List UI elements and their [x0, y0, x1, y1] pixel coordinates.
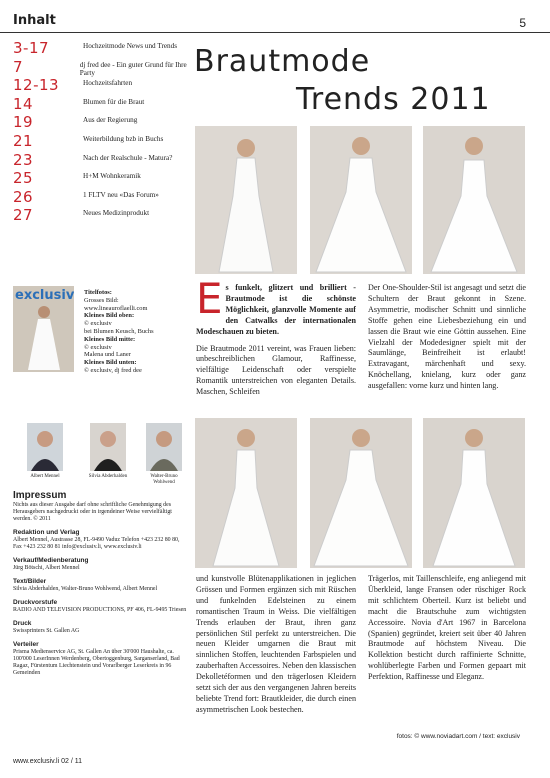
impressum-heading: Redaktion und Verlag [13, 529, 80, 536]
toc-entry [13, 152, 198, 171]
credit-line: © exclusiv [84, 320, 112, 328]
impressum-block [13, 578, 188, 593]
credit-line: www.lineauroflaelli.com [84, 304, 148, 312]
toc-page-number: 21 [13, 131, 34, 150]
toc-page-number: 26 [13, 187, 34, 206]
photo-credit: fotos: © www.noviadart.com / text: exclusiv [396, 733, 520, 740]
toc-page-number: 3-17 [13, 39, 50, 57]
dropcap: E [196, 274, 223, 323]
toc-entry [13, 59, 198, 78]
toc-title: Hochzeitsfahrten [83, 79, 133, 88]
bridal-photo-5 [310, 418, 412, 568]
header-rule [0, 10, 550, 33]
impressum-heading: Verteiler [13, 641, 39, 648]
section-label: Inhalt [13, 13, 56, 28]
impressum-block [13, 641, 188, 677]
credit-line: Grosses Bild: [84, 296, 119, 304]
bridal-photo-2 [310, 126, 412, 274]
credit-line: Malena und Laner [84, 351, 131, 359]
credit-line: bei Blumen Keusch, Buchs [84, 327, 154, 335]
toc-entry [13, 170, 198, 189]
toc-title: Nach der Realschule - Matura? [83, 153, 173, 162]
impressum-heading: Druckvorstufe [13, 599, 58, 606]
toc-page-number: 23 [13, 150, 34, 169]
bridal-photo-4 [195, 418, 297, 568]
impressum-body [13, 502, 188, 677]
toc-title: Neues Medizinprodukt [83, 209, 150, 218]
toc-title: Weiterbildung bzb in Buchs [83, 134, 164, 143]
toc-page-number: 27 [13, 206, 34, 225]
impressum-block [13, 620, 188, 635]
toc-title: Blumen für die Braut [83, 97, 145, 106]
table-of-contents [13, 40, 198, 226]
impressum-block [13, 557, 188, 572]
article-column-3: und kunstvolle Blütenapplikationen in jeglichen Grössen und Formen ergänzen sich mit Rüschen und funkelnden Edelsteinen zu einem romantischen Traum in Weiss. Die vielfältigen Trends erlauben der Braut, ihren ganz persönlichen Stil perfekt zu unterstreichen. Die neuen Kleider umgarnen die Braut mit sinnlichen Stoffen, leuchtenden Farbspielen und zauberhaften Accessoires. Neben den klassischen Dekolletéformen und den trägerlosen Kleidern setzt sich der aus den vergangenen Jahren bereits beliebte Trend fort: Brautkleider, die durch einen asymmetrischen Look bestechen. [196, 574, 356, 714]
impressum-heading: Verkauf/Medienberatung [13, 557, 89, 564]
impressum-heading: Text/Bilder [13, 578, 47, 585]
toc-page-number: 14 [13, 94, 34, 113]
toc-entry [13, 77, 198, 96]
impressum-text: Albert Mennel, Austrasse 28, FL-9490 Vaduz Telefon +423 232 80 80, Fax +423 232 80 81 info@exclusiv.li, www.exclusiv.li [13, 537, 180, 550]
footer-url: www.exclusiv.li 02 / 11 [13, 758, 82, 765]
bridal-photo-6 [423, 418, 525, 568]
impressum-text: Swissprinters St. Gallen AG [13, 628, 80, 634]
cover-thumbnail [13, 286, 74, 372]
impressum-text: Jürg Bötschi, Albert Mennel [13, 565, 80, 571]
toc-title: 1 FLTV neu «Das Forum» [83, 190, 159, 199]
impressum-text: RADIO AND TELEVISION PRODUCTIONS, PF 406, FL-9495 Triesen [13, 607, 187, 613]
article-column-2: Der One-Shoulder-Stil ist angesagt und setzt die Schultern der Braut gekonnt in Szene. Asymmetrie, modischer Schnitt und sinnliche Stoffe gehen eine Liebesbeziehung ein und lassen die Braut wie eine Göttin aussehen. Eine Vielzahl der Modedesigner spielt mit der Saumlänge, Beinfreiheit ist erlaubt! Extravagant, märchenhaft und sexy. Knöchellang, knielang, kurz oder ganz ausgefallen: vorne kurz und hinten lang. [368, 283, 526, 391]
portrait-caption: Silvia Abderhalden [88, 474, 128, 479]
portrait-albert-mennel [27, 423, 63, 471]
toc-entry [13, 133, 198, 152]
toc-page-number: 19 [13, 113, 34, 132]
toc-entry [13, 114, 198, 133]
impressum-text: Prisma Medienservice AG, St. Gallen An über 30'000 Haushalte, ca. 100'000 LeserInnen Werdenberg, Obertoggenburg, Sarganserland, Bad Ragaz, Fürstentum Liechtenstein und Vorarlberger Leserkreis in 96 Gemeinden [13, 649, 180, 676]
cover-logo: exclusiv [15, 288, 74, 303]
toc-page-number: 7 [13, 57, 24, 76]
bridal-photo-3 [423, 126, 525, 274]
credit-line: Kleines Bild mitte: [84, 335, 136, 343]
article-column-1 [196, 274, 356, 398]
article-title-line-2: Trends 2011 [296, 82, 491, 117]
credit-line: © exclusiv [84, 343, 112, 351]
toc-entry [13, 207, 198, 226]
article-title-line-1: Brautmode [194, 44, 371, 79]
portrait-silvia-abderhalden [90, 423, 126, 471]
cover-credits [84, 289, 189, 375]
portrait-walter-bruno-wohlwend [146, 423, 182, 471]
bridal-photo-1 [195, 126, 297, 274]
toc-page-number: 25 [13, 169, 34, 188]
impressum-block [13, 599, 188, 614]
toc-entry [13, 96, 198, 115]
credit-line: Titelfotos: [84, 289, 112, 296]
article-body-1: Die Brautmode 2011 vereint, was Frauen lieben: unbeschreiblichen Glamour, Raffinesse, vielfältige Leidenschaft oder verspielte Romantik unterstreichen von eleganten Details. Maschen, Schleifen [196, 343, 356, 397]
impressum-intro: Nichts aus dieser Ausgabe darf ohne schriftliche Genehmigung des Herausgebers nachgedruckt oder in irgendeiner Weise vervielfältigt werden. © 2011 [13, 502, 172, 522]
credit-line: Kleines Bild oben: [84, 312, 135, 320]
credit-line: Kleines Bild unten: [84, 359, 137, 367]
impressum-heading: Druck [13, 620, 32, 627]
toc-title: Aus der Regierung [83, 116, 138, 125]
impressum-block [13, 529, 188, 551]
toc-title: H+M Wohnkeramik [83, 172, 141, 181]
toc-page-number: 12-13 [13, 76, 60, 95]
article-lead: s funkelt, glitzert und brilliert - Brautmode ist die schönste Möglichkeit, glanzvolle Momente auf den Catwalks der internationalen Modeschauen zu bieten. [196, 283, 356, 336]
portrait-caption: Walter-Bruno Wohlwend [150, 474, 178, 485]
impressum-title: Impressum [13, 490, 67, 501]
toc-entry [13, 40, 198, 59]
credit-line: © exclusiv, dj fred dee [84, 366, 142, 374]
impressum-text: Silvia Abderhalden, Walter-Bruno Wohlwend, Albert Mennel [13, 586, 158, 592]
toc-entry [13, 189, 198, 208]
toc-title: dj fred dee - Ein guter Grund für Ihre Party [79, 60, 187, 78]
article-column-4: Trägerlos, mit Taillenschleife, eng anliegend mit Überkleid, lange Fransen oder rüschiger Rock mit schlichtem Oberteil. Kurz ist beliebt und macht die Brautschuhe zum wichtigsten Accessoire. Novia d'Art 1967 in Barcelona (Spanien) gegründet, kreiert seit über 40 Jahren Brautmode auf höchstem Niveau. Die Kollektion besticht durch raffinierte Schnitte, wohlüberlegte Farben und Formen gepaart mit Perfektion, Raffinesse und Eleganz. [368, 574, 526, 682]
page-number: 5 [519, 16, 526, 30]
portrait-caption: Albert Mennel [30, 474, 60, 479]
toc-title: Hochzeitmode News und Trends [83, 42, 178, 50]
